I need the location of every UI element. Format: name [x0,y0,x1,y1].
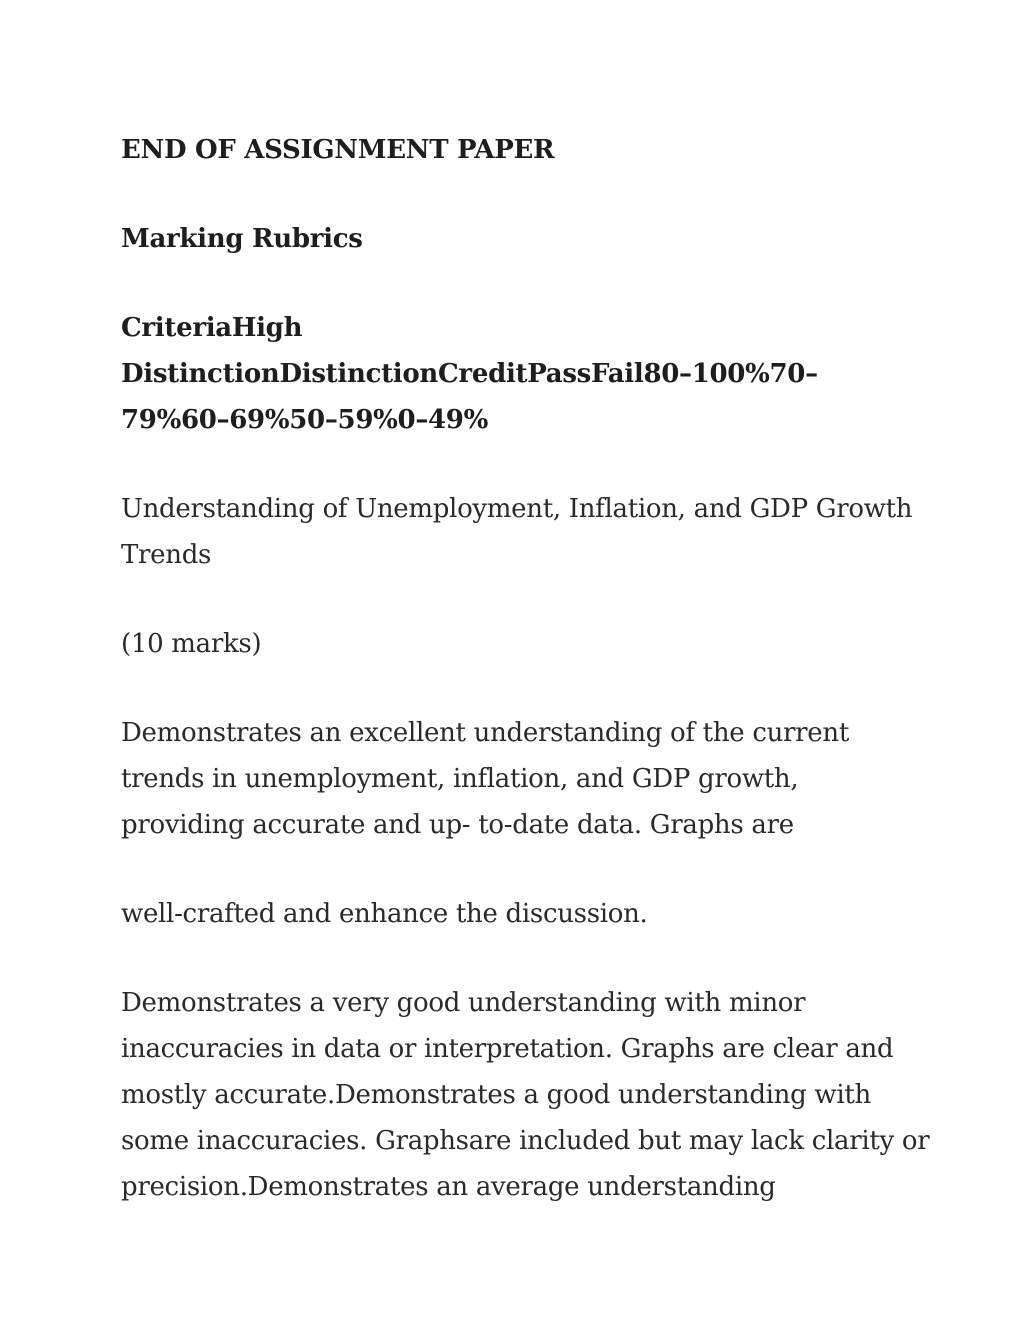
descriptor-line: Demonstrates an excellent understanding of the current [121,718,849,748]
criterion-title-line: Understanding of Unemployment, Inflation, and GDP Growth [121,494,913,524]
descriptor-line: mostly accurate.Demonstrates a good understanding with [121,1080,872,1110]
criteria-header-line: CriteriaHigh [121,313,303,343]
criterion-marks: (10 marks) [121,629,262,659]
document-heading: END OF ASSIGNMENT PAPER [121,135,555,165]
criteria-header-line: DistinctionDistinctionCreditPassFail80–100%70– [121,359,818,389]
descriptor-continuation: well-crafted and enhance the discussion. [121,899,648,929]
criterion-title-line: Trends [121,540,212,570]
descriptor-line: inaccuracies in data or interpretation. Graphs are clear and [121,1034,894,1064]
descriptor-line: providing accurate and up- to-date data. Graphs are [121,810,794,840]
rubric-subheading: Marking Rubrics [121,224,363,254]
descriptor-line: trends in unemployment, inflation, and GDP growth, [121,764,799,794]
descriptor-line: Demonstrates a very good understanding with minor [121,988,806,1018]
descriptor-line: some inaccuracies. Graphsare included but may lack clarity or [121,1126,930,1156]
criteria-header-line: 79%60–69%50–59%0–49% [121,405,489,435]
descriptor-line: precision.Demonstrates an average understanding [121,1172,776,1202]
